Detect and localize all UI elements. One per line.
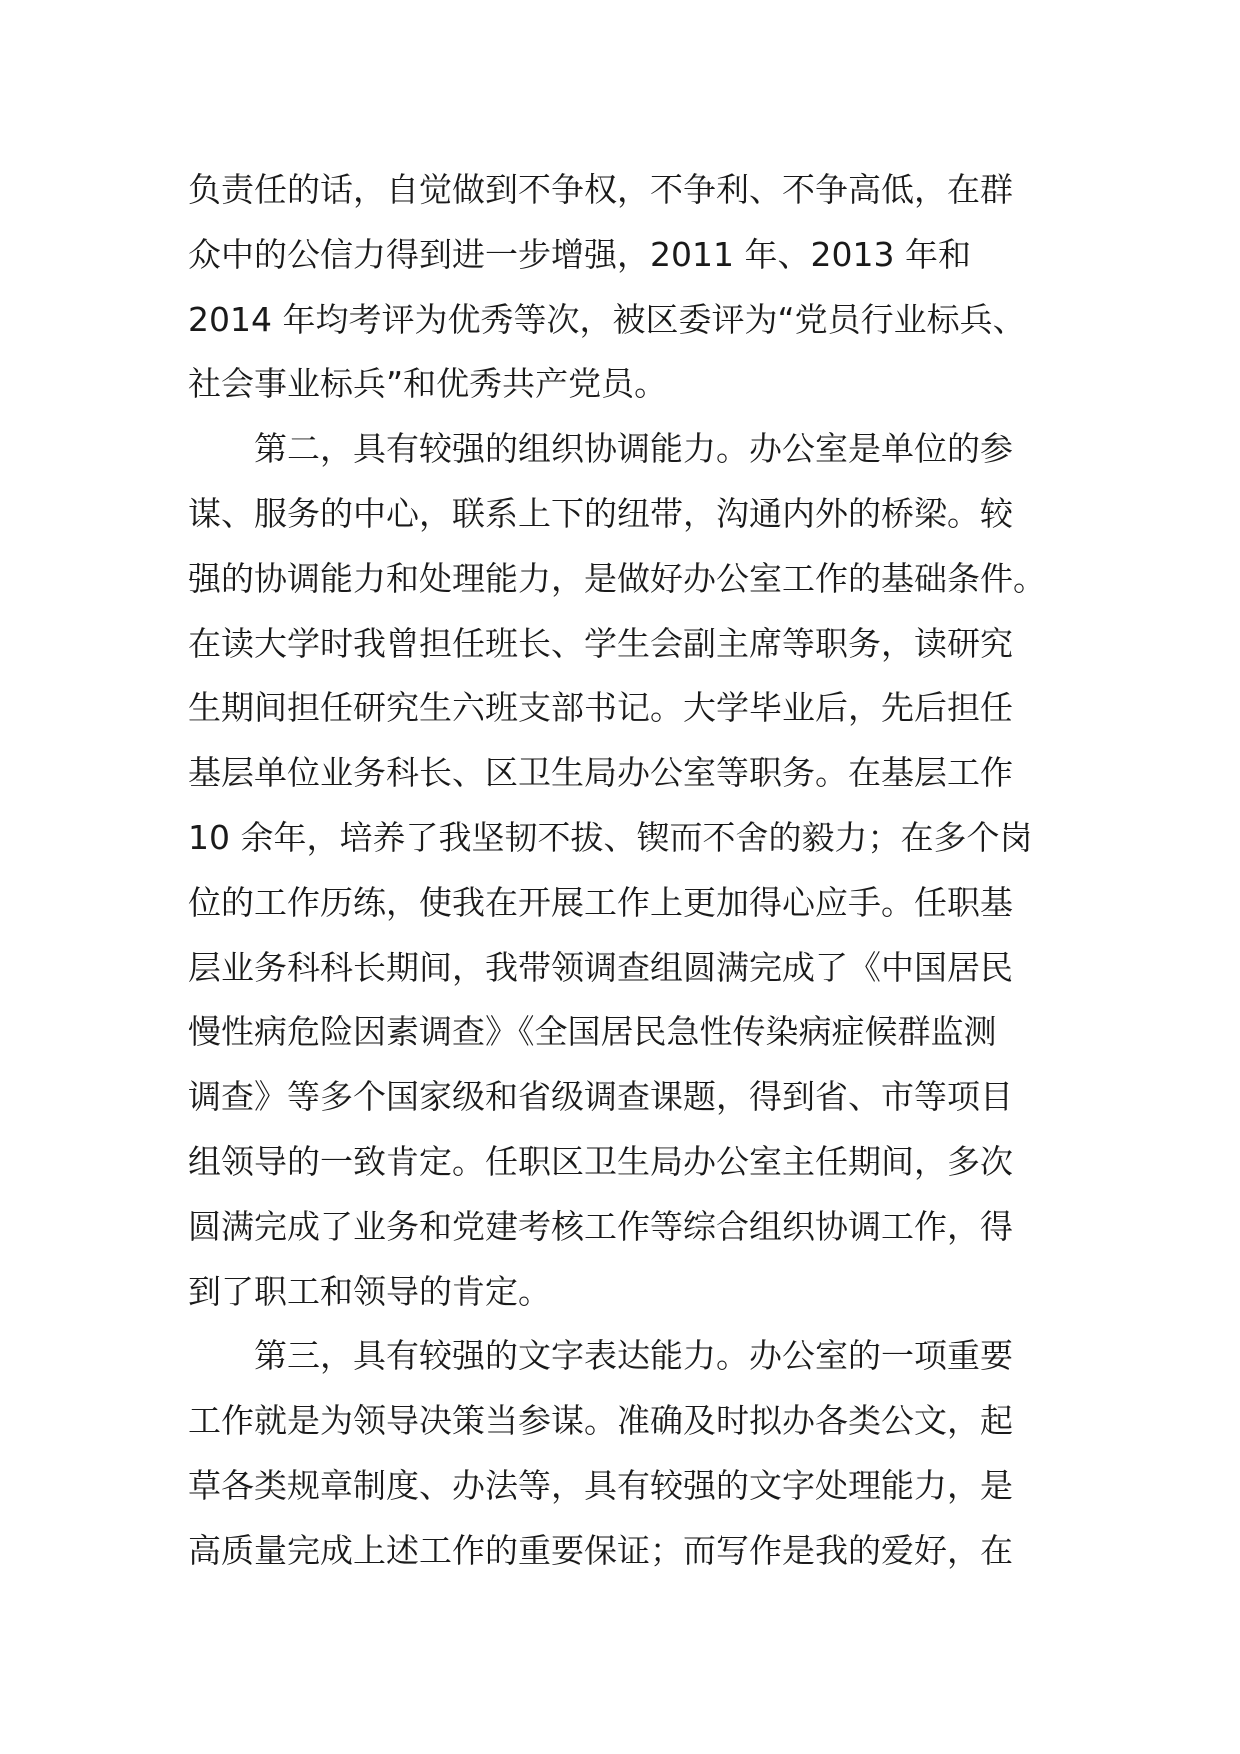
text-line: 社会事业标兵”和优秀共产党员。 (188, 364, 668, 404)
text-line: 高质量完成上述工作的重要保证；而写作是我的爱好，在 (188, 1530, 1013, 1570)
text-line: 2014 年均考评为优秀等次，被区委评为“党员行业标兵、 (188, 299, 1026, 339)
text-line: 到了职工和领导的肯定。 (188, 1271, 551, 1311)
text-line: 草各类规章制度、办法等，具有较强的文字处理能力，是 (188, 1465, 1013, 1505)
text-line: 位的工作历练，使我在开展工作上更加得心应手。任职基 (188, 882, 1013, 922)
text-line: 强的协调能力和处理能力，是做好办公室工作的基础条件。 (188, 558, 1046, 598)
text-line: 工作就是为领导决策当参谋。准确及时拟办各类公文，起 (188, 1401, 1013, 1441)
text-line: 层业务科科长期间，我带领调查组圆满完成了《中国居民 (188, 947, 1013, 987)
text-line: 在读大学时我曾担任班长、学生会副主席等职务，读研究 (188, 623, 1013, 663)
text-line: 生期间担任研究生六班支部书记。大学毕业后，先后担任 (188, 688, 1013, 728)
text-line: 谋、服务的中心，联系上下的纽带，沟通内外的桥梁。较 (188, 493, 1013, 533)
text-line: 众中的公信力得到进一步增强，2011 年、2013 年和 (188, 234, 971, 274)
text-line: 负责任的话，自觉做到不争权，不争利、不争高低，在群 (188, 170, 1013, 209)
text-line: 圆满完成了业务和党建考核工作等综合组织协调工作，得 (188, 1206, 1013, 1246)
text-line: 慢性病危险因素调查》《全国居民急性传染病症候群监测 (188, 1012, 997, 1052)
text-line: 第二，具有较强的组织协调能力。办公室是单位的参 (254, 429, 1013, 469)
text-line: 基层单位业务科长、区卫生局办公室等职务。在基层工作 (188, 753, 1013, 793)
document-body (188, 158, 1058, 1584)
text-line: 第三，具有较强的文字表达能力。办公室的一项重要 (254, 1336, 1013, 1376)
text-line: 10 余年，培养了我坚韧不拔、锲而不舍的毅力；在多个岗 (188, 817, 1033, 857)
text-line: 调查》等多个国家级和省级调查课题，得到省、市等项目 (188, 1077, 1013, 1117)
text-line: 组领导的一致肯定。任职区卫生局办公室主任期间，多次 (188, 1141, 1013, 1181)
